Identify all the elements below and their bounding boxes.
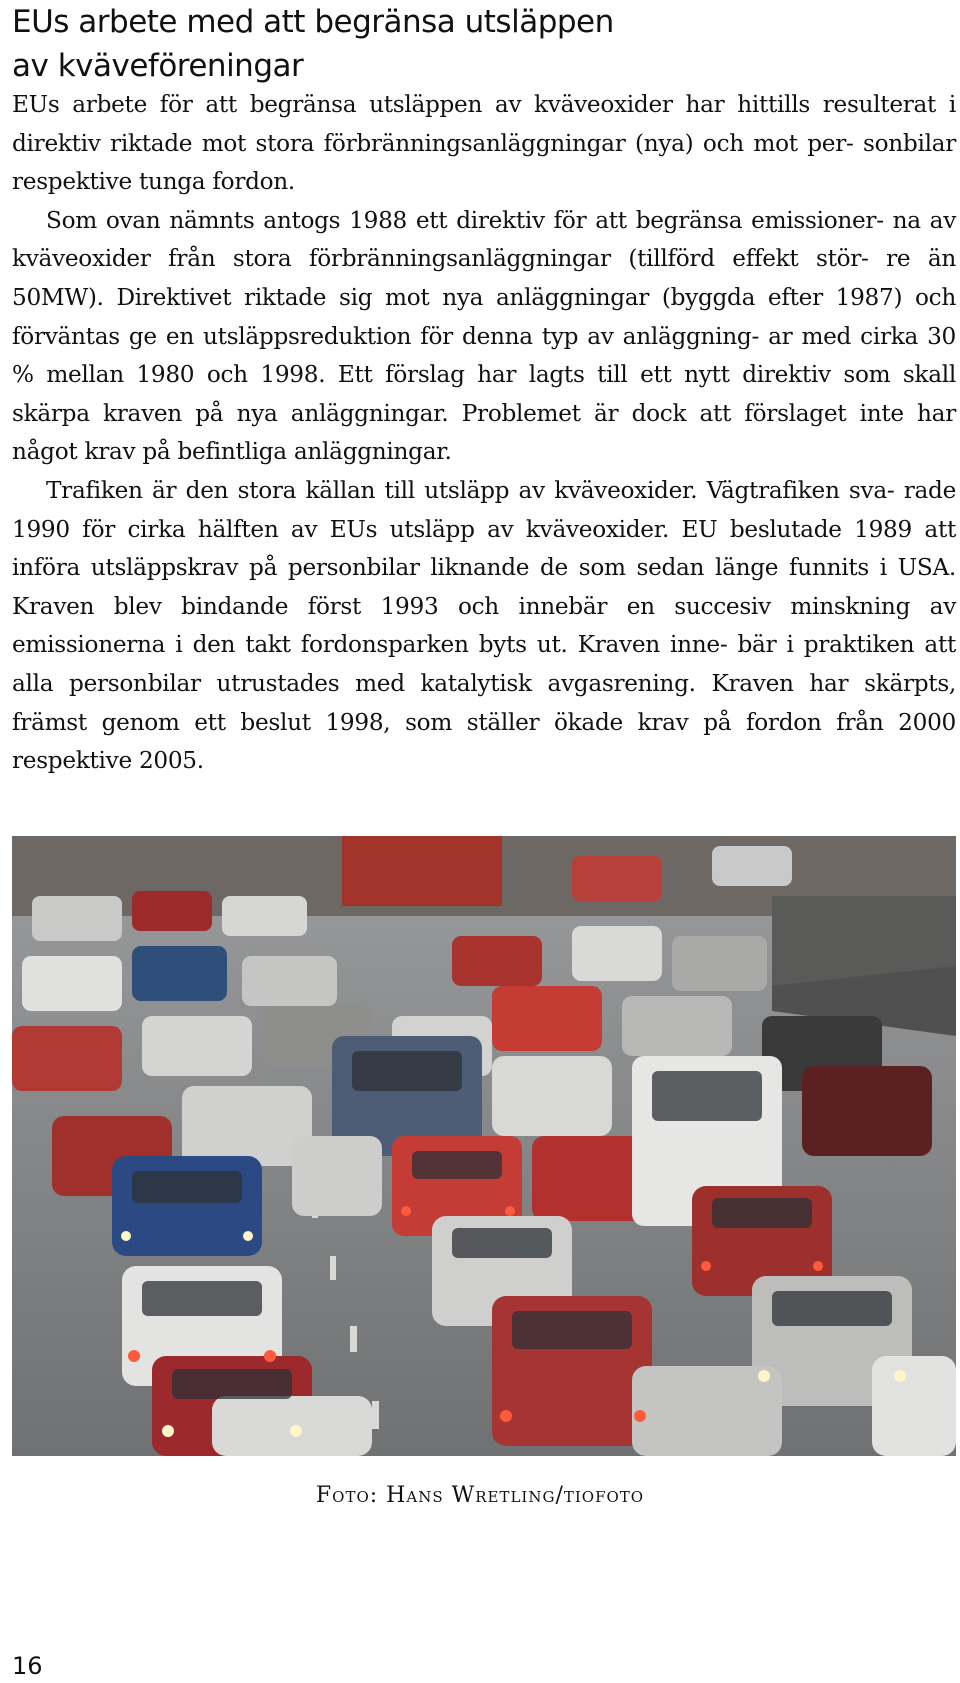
paragraph-3: Trafiken är den stora källan till utsläpp av kväveoxider. Vägtrafiken sva- rade 1990 för cirka hälften av EUs utsläpp av kväveoxider. EU beslutade 1989 att införa utsläppskrav på personbilar liknande de som sedan länge funnits i USA. Kraven blev bindande först 1993 och innebär en succesiv minskning av emissionerna i den takt fordonsparken byts ut. Kraven inne- bär i praktiken att alla personbilar utrustades med katalytisk avgasrening. Kraven har skärpts, främst genom ett beslut 1998, som ställer ökade krav på fordon från 2000 respektive 2005. [12,476,956,775]
traffic-jam-illustration [12,836,956,1456]
body-text [12,86,956,781]
photo-caption: Foto: Hans Wretling/tiofoto [315,1483,645,1508]
paragraph-1: EUs arbete för att begränsa utsläppen av kväveoxider har hittills resulterat i direktiv riktade mot stora förbränningsanläggningar (nya) och mot per- sonbilar respektive tunga fordon. [12,91,956,196]
paragraph-2: Som ovan nämnts antogs 1988 ett direktiv för att begränsa emissioner- na av kväveoxider från stora förbränningsanläggningar (tillförd effekt stör- re än 50MW). Direktivet riktade sig mot nya anläggningar (byggda efter 1987) och förväntas ge en utsläppsreduktion för denna typ av anläggning- ar med cirka 30 % mellan 1980 och 1998. Ett förslag har lagts till ett nytt direktiv som skall skärpa kraven på nya anläggningar. Problemet är dock att förslaget inte har något krav på befintliga anläggningar. [12,206,956,466]
traffic-photo [12,836,956,1456]
heading-line-2: av kväveföreningar [12,48,304,84]
section-heading [12,0,952,88]
heading-line-1: EUs arbete med att begränsa utsläppen [12,4,614,40]
page-number: 16 [12,1652,43,1680]
